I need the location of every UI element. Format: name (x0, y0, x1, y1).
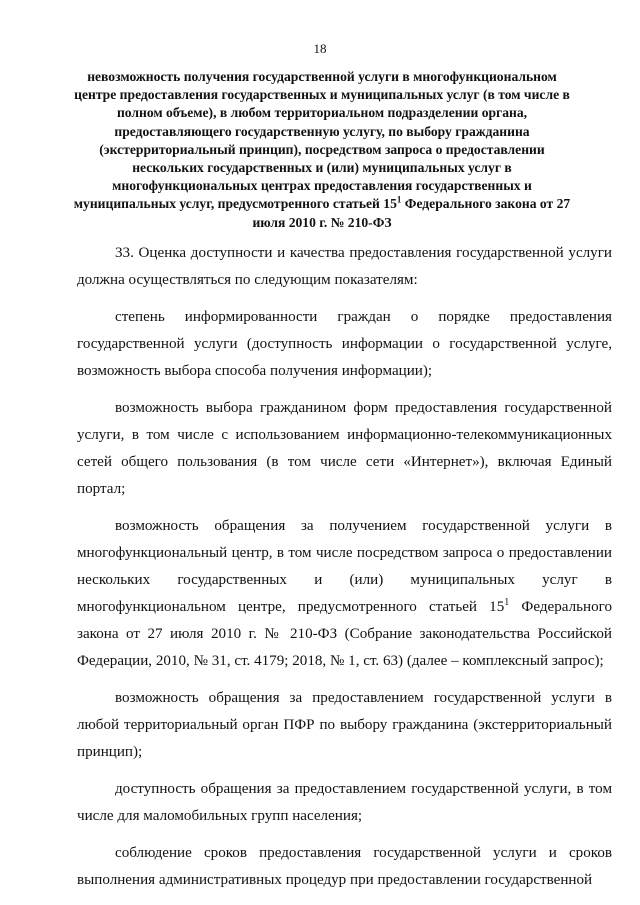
paragraph-33-intro: 33. Оценка доступности и качества предоставления государственной услуги должна осуществляться по следующим показателям: (77, 245, 612, 288)
paragraph-mfc-request (77, 513, 612, 675)
paragraph-mfc-text-after: Федерального закона от 27 июля 2010 г. № 210-ФЗ (Собрание законодательства Российской Федерации, 2010, № 31, ст. 4179; 2018, № 1, ст. 63) (далее – комплексный запрос); (77, 599, 613, 669)
document-body (77, 240, 612, 894)
paragraph-accessibility: доступность обращения за предоставлением государственной услуги, в том числе для маломобильных групп населения; (77, 781, 612, 824)
heading-tail: Федерального закона от 27 июля 2010 г. № 210-ФЗ (252, 196, 571, 230)
section-heading (72, 68, 572, 232)
paragraph-mfc-text-before: возможность обращения за получением государственной услуги в многофункциональный центр, в том числе посредством запроса о предоставлении нескольких государственных и (или) муниципальных услуг в многофункциональном центре, предусмотренного статьей 15 (77, 518, 612, 615)
paragraph-exterritorial: возможность обращения за предоставлением государственной услуги в любой территориальный орган ПФР по выбору гражданина (экстерриториальный принцип); (77, 690, 612, 760)
heading-superscript: 1 (396, 194, 402, 205)
paragraph-form-choice: возможность выбора гражданином форм предоставления государственной услуги, в том числе с использованием информационно-телекоммуникационных сетей общего пользования (в том числе сети «Интернет»), включая Единый портал; (77, 400, 612, 497)
paragraph-mfc-superscript: 1 (504, 596, 510, 608)
paragraph-informedness: степень информированности граждан о порядке предоставления государственной услуги (доступность информации о государственной услуге, возможность выбора способа получения информации); (77, 309, 612, 379)
paragraph-deadlines: соблюдение сроков предоставления государственной услуги и сроков выполнения административных процедур при предоставлении государственной (77, 845, 612, 888)
page-number: 18 (313, 41, 327, 56)
heading-main: невозможность получения государственной услуги в многофункциональном центре предоставления государственных и муниципальных услуг (в том числе в полном объеме), в любом территориальном подразделении органа, предоставляющего государственную услугу, по выбору гражданина (экстерриториальный принцип), посредством запроса о предоставлении нескольких государственных и (или) муниципальных услуг в многофункциональных центрах предоставления государственных и муниципальных услуг, предусмотренного статьей 15 (73, 69, 570, 212)
